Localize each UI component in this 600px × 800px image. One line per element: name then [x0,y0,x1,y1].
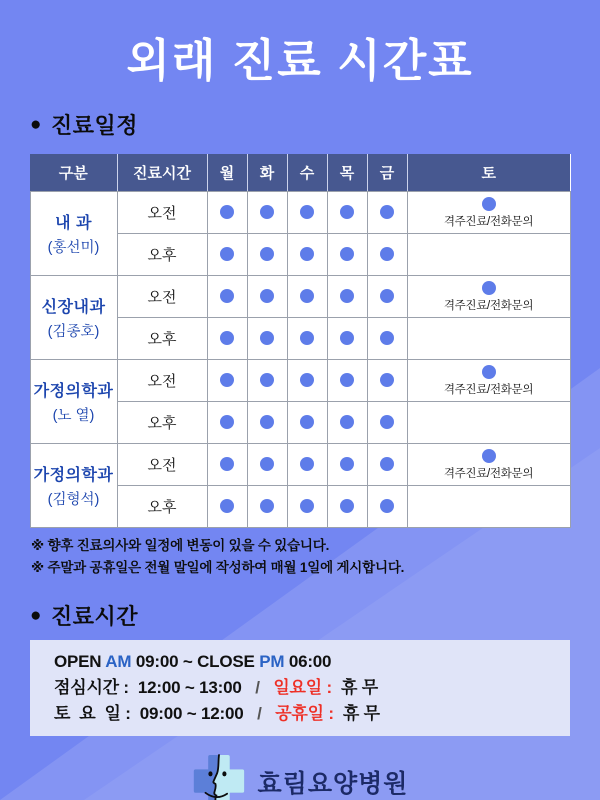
session-label-cell [117,192,207,234]
available-dot-icon [300,415,314,429]
day-cell [207,444,247,486]
hours-text-segment: PM [259,652,285,671]
day-cell [287,402,327,444]
hours-text-segment: OPEN [54,652,106,671]
department-cell [30,192,117,276]
saturday-cell-content [408,365,570,397]
doctor-name: (노 열) [52,408,95,424]
department-cell [30,276,117,360]
session-label: 오후 [147,499,177,516]
session-label-cell [117,276,207,318]
available-dot-icon [482,449,496,463]
available-dot-icon [380,331,394,345]
available-dot-icon [260,205,274,219]
section-hours-heading [30,600,600,631]
day-cell [327,276,367,318]
available-dot-icon [220,289,234,303]
day-cell [367,402,407,444]
column-header: 목 [327,154,367,192]
available-dot-icon [482,365,496,379]
saturday-cell [407,276,570,318]
table-row [30,276,570,318]
day-cell [207,276,247,318]
schedule-table-body [30,192,570,528]
session-label-cell [117,402,207,444]
hours-text-segment: 공휴일 : [275,704,343,723]
available-dot-icon [340,415,354,429]
column-header: 월 [207,154,247,192]
session-label-cell [117,234,207,276]
session-label: 오전 [147,457,177,474]
day-cell [287,192,327,234]
table-row [30,360,570,402]
day-cell [367,444,407,486]
session-label: 오후 [147,331,177,348]
session-label: 오전 [147,289,177,306]
saturday-note: 격주진료/전화문의 [443,383,534,396]
saturday-note: 격주진료/전화문의 [443,215,534,228]
day-cell [327,192,367,234]
day-cell [287,486,327,528]
saturday-cell-content [408,281,570,313]
schedule-notes [31,535,600,579]
hours-line [54,649,570,675]
available-dot-icon [380,499,394,513]
department-name: 내 과 [55,215,92,232]
available-dot-icon [220,499,234,513]
hours-text-segment: 06:00 [284,652,332,671]
available-dot-icon [380,289,394,303]
day-cell [327,402,367,444]
note-line: ※ 주말과 공휴일은 전월 말일에 작성하여 매월 1일에 게시합니다. [31,560,405,575]
available-dot-icon [220,247,234,261]
day-cell [207,402,247,444]
saturday-cell [407,402,570,444]
saturday-note: 격주진료/전화문의 [443,467,534,480]
available-dot-icon [300,457,314,471]
session-label-cell [117,318,207,360]
day-cell [367,360,407,402]
hospital-logo-icon [192,752,246,800]
saturday-cell-content [408,449,570,481]
available-dot-icon [380,373,394,387]
session-label-cell [117,486,207,528]
day-cell [327,318,367,360]
day-cell [287,318,327,360]
session-label: 오후 [147,415,177,432]
doctor-name: (김형석) [47,492,100,508]
day-cell [247,276,287,318]
available-dot-icon [482,281,496,295]
session-label: 오전 [147,373,177,390]
hours-line [54,701,570,727]
day-cell [287,444,327,486]
day-cell [367,486,407,528]
available-dot-icon [300,331,314,345]
section-hours-label: 진료시간 [50,604,138,629]
available-dot-icon [260,331,274,345]
available-dot-icon [340,499,354,513]
column-header: 수 [287,154,327,192]
available-dot-icon [340,373,354,387]
bullet-icon: ● [30,604,42,626]
hospital-name: 효림요양병원 [257,770,409,798]
hours-text-segment: 09:00 ~ CLOSE [131,652,260,671]
saturday-cell-content [408,197,570,229]
hours-text-segment: 일요일 : [273,678,342,697]
session-label: 오후 [147,247,177,264]
available-dot-icon [260,247,274,261]
session-label-cell [117,444,207,486]
footer-logo [0,752,600,800]
section-schedule-heading [30,109,600,140]
available-dot-icon [380,415,394,429]
hours-text-segment: / [243,704,276,723]
day-cell [207,192,247,234]
hours-text-segment: 토 요 일 : 09:00 ~ 12:00 [54,704,244,723]
department-cell [30,360,117,444]
day-cell [207,486,247,528]
day-cell [287,360,327,402]
hours-line [54,675,570,701]
available-dot-icon [300,373,314,387]
day-cell [247,402,287,444]
column-header: 금 [367,154,407,192]
available-dot-icon [340,331,354,345]
note-line: ※ 향후 진료의사와 일정에 변동이 있을 수 있습니다. [31,538,330,553]
available-dot-icon [340,289,354,303]
saturday-cell [407,444,570,486]
hours-text-segment: 점심시간 : 12:00 ~ 13:00 [54,678,242,697]
schedule-table-head [30,154,570,192]
saturday-note: 격주진료/전화문의 [443,299,534,312]
day-cell [207,234,247,276]
schedule-table [30,154,571,528]
column-header: 토 [407,154,570,192]
doctor-name: (김종호) [47,324,100,340]
hours-text-segment: / [241,678,274,697]
table-row [30,192,570,234]
available-dot-icon [260,499,274,513]
day-cell [367,192,407,234]
day-cell [247,486,287,528]
available-dot-icon [340,457,354,471]
available-dot-icon [340,205,354,219]
day-cell [287,276,327,318]
available-dot-icon [380,205,394,219]
available-dot-icon [340,247,354,261]
day-cell [367,234,407,276]
available-dot-icon [260,289,274,303]
available-dot-icon [220,457,234,471]
department-cell [30,444,117,528]
available-dot-icon [300,205,314,219]
bullet-icon: ● [30,113,42,135]
hours-text-segment: 휴 무 [341,678,378,697]
saturday-cell [407,192,570,234]
available-dot-icon [260,415,274,429]
section-schedule-label: 진료일정 [50,113,138,138]
available-dot-icon [260,457,274,471]
department-name: 가정의학과 [33,467,114,484]
available-dot-icon [300,499,314,513]
session-label: 오전 [147,205,177,222]
available-dot-icon [220,205,234,219]
available-dot-icon [380,247,394,261]
day-cell [327,486,367,528]
available-dot-icon [220,331,234,345]
day-cell [207,318,247,360]
saturday-cell [407,318,570,360]
poster-content [0,24,600,800]
day-cell [247,234,287,276]
day-cell [247,444,287,486]
available-dot-icon [300,289,314,303]
column-header: 구분 [30,154,117,192]
session-label-cell [117,360,207,402]
department-name: 신장내과 [41,299,106,316]
saturday-cell [407,234,570,276]
column-header: 진료시간 [117,154,207,192]
hours-text-segment: 휴 무 [342,704,380,723]
available-dot-icon [260,373,274,387]
schedule-table-header-row [30,154,570,192]
table-row [30,444,570,486]
column-header: 화 [247,154,287,192]
saturday-cell [407,486,570,528]
available-dot-icon [220,373,234,387]
day-cell [207,360,247,402]
doctor-name: (홍선미) [47,240,100,256]
available-dot-icon [300,247,314,261]
day-cell [327,234,367,276]
day-cell [367,276,407,318]
day-cell [287,234,327,276]
day-cell [247,192,287,234]
hours-text-segment: AM [105,652,132,671]
available-dot-icon [380,457,394,471]
day-cell [367,318,407,360]
saturday-cell [407,360,570,402]
day-cell [247,318,287,360]
available-dot-icon [482,197,496,211]
department-name: 가정의학과 [33,383,114,400]
day-cell [247,360,287,402]
available-dot-icon [220,415,234,429]
hours-box [30,640,570,736]
page-title: 외래 진료 시간표 [126,35,474,86]
day-cell [327,444,367,486]
day-cell [327,360,367,402]
